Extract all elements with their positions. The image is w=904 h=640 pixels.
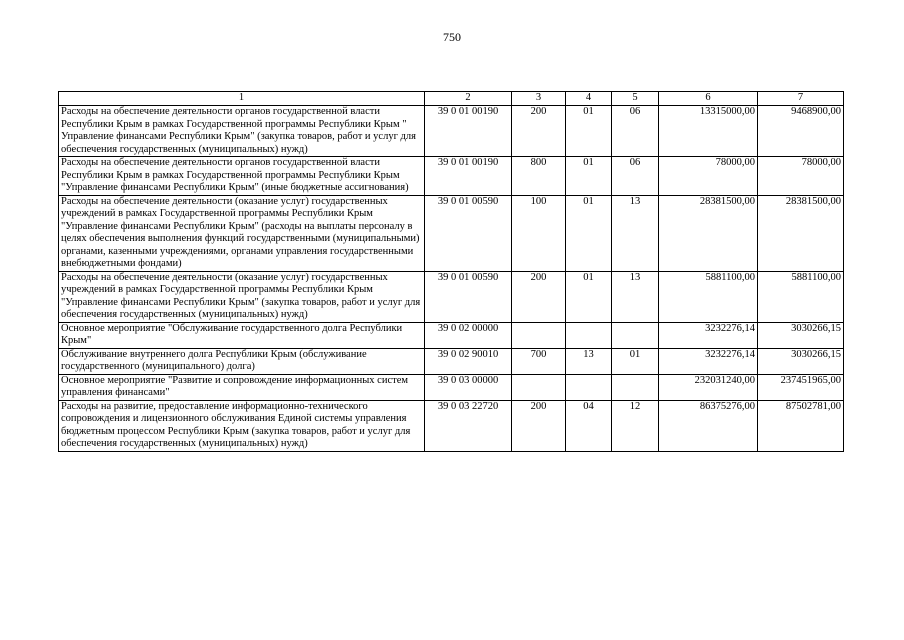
- section-code: 01: [566, 157, 612, 196]
- subsection-code: 13: [612, 195, 659, 271]
- expense-name: Обслуживание внутреннего долга Республики Крым (обслуживание государственного (муниципального) долга): [59, 348, 425, 374]
- subsection-code: [612, 322, 659, 348]
- subsection-code: 12: [612, 400, 659, 451]
- target-item-code: 39 0 01 00190: [425, 157, 512, 196]
- column-header: 1: [59, 92, 425, 106]
- amount-col6: 86375276,00: [659, 400, 758, 451]
- column-header: 2: [425, 92, 512, 106]
- expense-name: Расходы на обеспечение деятельности органов государственной власти Республики Крым в рамках Государственной программы Республики Крым " Управление финансами Республики Крым" (закупка товаров, работ и услуг для обеспечения государственных (муниципальных) нужд): [59, 106, 425, 157]
- expense-type-code: 700: [512, 348, 566, 374]
- subsection-code: [612, 374, 659, 400]
- table-row: [59, 157, 844, 196]
- amount-col6: 28381500,00: [659, 195, 758, 271]
- section-code: 01: [566, 195, 612, 271]
- expense-type-code: 800: [512, 157, 566, 196]
- subsection-code: 13: [612, 271, 659, 322]
- column-header: 5: [612, 92, 659, 106]
- target-item-code: 39 0 02 90010: [425, 348, 512, 374]
- amount-col7: 3030266,15: [758, 322, 844, 348]
- subsection-code: 06: [612, 157, 659, 196]
- amount-col6: 232031240,00: [659, 374, 758, 400]
- budget-table: [58, 91, 844, 452]
- amount-col7: 3030266,15: [758, 348, 844, 374]
- table-row: [59, 322, 844, 348]
- subsection-code: 01: [612, 348, 659, 374]
- column-header: 7: [758, 92, 844, 106]
- amount-col6: 13315000,00: [659, 106, 758, 157]
- expense-type-code: 200: [512, 400, 566, 451]
- target-item-code: 39 0 03 22720: [425, 400, 512, 451]
- header-row: [59, 92, 844, 106]
- section-code: [566, 322, 612, 348]
- subsection-code: 06: [612, 106, 659, 157]
- section-code: 13: [566, 348, 612, 374]
- expense-type-code: [512, 374, 566, 400]
- expense-name: Расходы на обеспечение деятельности (оказание услуг) государственных учреждений в рамках Государственной программы Республики Крым "Управление финансами Республики Крым" (расходы на выплаты персоналу в целях обеспечения выполнения функций государственными (муниципальными) органами, казенными учреждениями, органами управления государственными внебюджетными фондами): [59, 195, 425, 271]
- amount-col7: 5881100,00: [758, 271, 844, 322]
- target-item-code: 39 0 01 00190: [425, 106, 512, 157]
- target-item-code: 39 0 02 00000: [425, 322, 512, 348]
- table-row: [59, 400, 844, 451]
- target-item-code: 39 0 03 00000: [425, 374, 512, 400]
- amount-col6: 3232276,14: [659, 322, 758, 348]
- table-row: [59, 195, 844, 271]
- amount-col6: 5881100,00: [659, 271, 758, 322]
- column-header: 4: [566, 92, 612, 106]
- column-header: 3: [512, 92, 566, 106]
- expense-name: Расходы на обеспечение деятельности органов государственной власти Республики Крым в рамках Государственной программы Республики Крым "Управление финансами Республики Крым" (иные бюджетные ассигнования): [59, 157, 425, 196]
- section-code: 01: [566, 106, 612, 157]
- expense-type-code: 200: [512, 106, 566, 157]
- amount-col7: 237451965,00: [758, 374, 844, 400]
- expense-type-code: 100: [512, 195, 566, 271]
- amount-col6: 3232276,14: [659, 348, 758, 374]
- column-header: 6: [659, 92, 758, 106]
- section-code: 01: [566, 271, 612, 322]
- table-row: [59, 374, 844, 400]
- target-item-code: 39 0 01 00590: [425, 271, 512, 322]
- section-code: 04: [566, 400, 612, 451]
- amount-col7: 9468900,00: [758, 106, 844, 157]
- table-row: [59, 106, 844, 157]
- amount-col7: 78000,00: [758, 157, 844, 196]
- expense-name: Расходы на развитие, предоставление информационно-технического сопровождения и лицензионного обслуживания Единой системы управления бюджетным процессом Республики Крым (закупка товаров, работ и услуг для обеспечения государственных (муниципальных) нужд): [59, 400, 425, 451]
- expense-type-code: 200: [512, 271, 566, 322]
- expense-type-code: [512, 322, 566, 348]
- section-code: [566, 374, 612, 400]
- expense-name: Расходы на обеспечение деятельности (оказание услуг) государственных учреждений в рамках Государственной программы Республики Крым "Управление финансами Республики Крым" (закупка товаров, работ и услуг для обеспечения государственных (муниципальных) нужд): [59, 271, 425, 322]
- table-row: [59, 271, 844, 322]
- expense-name: Основное мероприятие "Развитие и сопровождение информационных систем управления финансами": [59, 374, 425, 400]
- target-item-code: 39 0 01 00590: [425, 195, 512, 271]
- amount-col6: 78000,00: [659, 157, 758, 196]
- amount-col7: 87502781,00: [758, 400, 844, 451]
- page-number: 750: [443, 30, 461, 44]
- table-row: [59, 348, 844, 374]
- amount-col7: 28381500,00: [758, 195, 844, 271]
- expense-name: Основное мероприятие "Обслуживание государственного долга Республики Крым": [59, 322, 425, 348]
